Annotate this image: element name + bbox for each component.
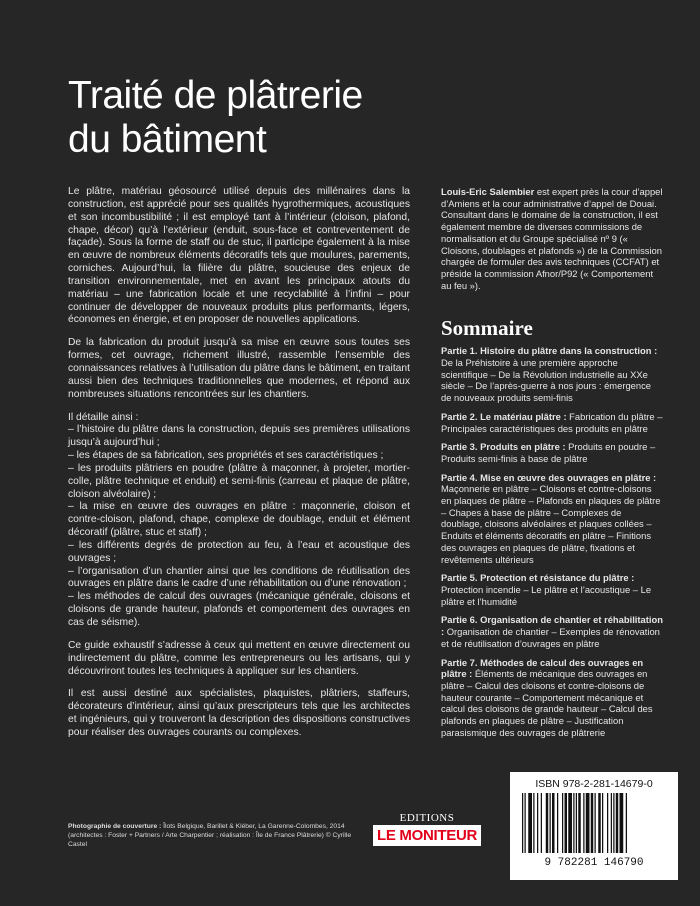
list-item: – les étapes de sa fabrication, ses propriétés et ses caractéristiques ;	[68, 450, 410, 463]
part-heading: Partie 5. Protection et résistance du plâtre :	[441, 572, 635, 584]
barcode-bar	[578, 793, 581, 853]
barcode-bar	[557, 793, 558, 853]
intro-paragraph-3: Il détaille ainsi :	[68, 411, 139, 423]
part-heading: Partie 1. Histoire du plâtre dans la construction :	[441, 345, 658, 357]
part-heading: Partie 3. Produits en plâtre :	[441, 441, 566, 453]
intro-paragraph-2: De la fabrication du produit jusqu’à sa mise en œuvre sous toutes ses formes, cet ouvrage, richement illustré, rassemble l’ensemble des connaissances relatives à l’utilisation du plâtre dans le bâtiment, en traitant aussi bien des techniques traditionnelles que modernes, et répond aux nombreuses situations rencontrées sur les chantiers.	[68, 337, 410, 400]
part-body: Organisation de chantier – Exemples de rénovation et de réutilisation d’ouvrages en plâtre	[441, 626, 660, 649]
barcode-bar	[595, 793, 596, 853]
part-body: Éléments de mécanique des ouvrages en plâtre – Calcul des cloisons et contre-cloisons de hauteur courante – Comportement mécanique et calcul des cloisons de grande hauteur – Calcul des plafonds en plaques de plâtre – Justification parasismique des ouvrages de plâtrerie	[441, 668, 653, 738]
barcode-bar	[546, 793, 549, 853]
barcode-bar	[602, 793, 603, 853]
author-bio-text: est expert près la cour d’appel d’Amiens et la cour administrative d’appel de Douai. Consultant dans le domaine de la construction, il est également membre de diverses commissions de normalisation et du Groupe spécialisé nº 9 (« Cloisons, doublages et plafonds ») de la Commission chargée de formuler des avis techniques (CCFAT) et préside la commission Afnor/P92 (« Comportement au feu »).	[441, 186, 663, 291]
page-title	[68, 74, 628, 162]
sommaire-part	[441, 411, 663, 434]
barcode-bar	[562, 793, 563, 853]
isbn-barcode	[510, 772, 678, 880]
barcode-bar	[591, 793, 594, 853]
barcode-bar	[611, 793, 612, 853]
barcode-bar	[607, 793, 608, 853]
barcode-bars	[516, 793, 672, 867]
topics-list	[68, 424, 410, 630]
author-bio	[441, 186, 663, 291]
author-name: Louis-Eric Salembier	[441, 186, 535, 197]
intro-paragraph-4: Ce guide exhaustif s’adresse à ceux qui mettent en œuvre directement ou indirectement du plâtre, comme les entrepreneurs ou les artisans, qui y découvriront toutes les techniques à appliquer sur les chantiers.	[68, 639, 410, 677]
barcode-digits: 9 782281 146790	[544, 857, 644, 867]
credits-text: Îlots Belgique, Barillet & Kléber, La Garenne-Colombes, 2014 (architectes : Foster + Partners / Arte Charpentier ; réalisation : Île de France Plâtrerie) © Cyrille Castel	[68, 823, 352, 849]
title-line-1: Traité de plâtrerie	[68, 74, 363, 117]
sommaire-part	[441, 441, 663, 464]
barcode-bar	[576, 793, 577, 853]
barcode-bar	[568, 793, 572, 853]
intro-paragraph-1: Le plâtre, matériau géosourcé utilisé depuis des millénaires dans la construction, est apprécié pour ses qualités hygrothermiques, acoustiques et son incombustibilité ; il est employé tant à l’intérieur (cloison, plafond, chape, décor) qu’à l’extérieur (enduit, sous-face et contreventement de façade). Sous la forme de staff ou de stuc, il participe également à la mise en œuvre de nombreux éléments décoratifs tels que moulures, parements, corniches. Aujourd’hui, la filière du plâtre, soucieuse des enjeux de transition environnementale, met en avant les principaux atouts du matériau – une fabrication locale et une recyclabilité à l’infini – pour continuer de développer de nouveaux produits plus performants, légers, économes en énergie, et en proposer de nouvelles applications.	[68, 186, 410, 326]
barcode-bar	[573, 793, 574, 853]
publisher-name: LE MONITEUR	[373, 825, 481, 846]
list-item: – la mise en œuvre des ouvrages en plâtre : maçonnerie, cloison et contre-cloison, plafond, chape, complexe de doublage, enduit et élément décoratif (plâtre, stuc et staff) ;	[68, 501, 410, 540]
part-body: Fabrication du plâtre – Principales caractéristiques des produits en plâtre	[441, 410, 663, 434]
sommaire-part	[441, 345, 663, 404]
sommaire-part	[441, 572, 663, 607]
title-line-2: du bâtiment	[68, 118, 267, 161]
barcode-bar	[525, 793, 526, 853]
isbn-number: ISBN 978-2-281-14679-0	[535, 778, 653, 790]
part-heading: Partie 7. Méthodes de calcul des ouvrages en plâtre :	[441, 656, 644, 680]
barcode-bar	[522, 793, 523, 853]
barcode-bar	[620, 793, 624, 853]
part-body: Produits en poudre – Produits semi-finis à base de plâtre	[441, 441, 656, 464]
barcode-bar	[552, 793, 555, 853]
list-item: – les différents degrés de protection au feu, à l’eau et acoustique des ouvrages ;	[68, 540, 410, 566]
sommaire-part	[441, 472, 663, 566]
part-heading: Partie 6. Organisation de chantier et réhabilitation :	[441, 614, 663, 638]
list-item: – les produits plâtriers en poudre (plâtre à maçonner, à projeter, mortier-colle, plâtre technique et enduit) et semi-finis (carreau et plaque de plâtre, cloison alvéolaire) ;	[68, 463, 410, 502]
cover-photo-credits	[68, 822, 368, 850]
barcode-bar	[565, 793, 568, 853]
list-item: – l’organisation d’un chantier ainsi que les conditions de réutilisation des ouvrages en plâtre dans le cadre d’une réhabilitation ou d’une rénovation ;	[68, 566, 410, 592]
part-body: De la Préhistoire à une première approche scientifique – De la Révolution industrielle au XXe siècle – De l’après-guerre à nos jours : émergence de nouveaux produits semi-finis	[441, 357, 651, 404]
barcode-bar	[533, 793, 534, 853]
sommaire-title: Sommaire	[441, 316, 533, 341]
sommaire-part	[441, 614, 663, 649]
barcode-bar	[616, 793, 619, 853]
barcode-bar	[550, 793, 551, 853]
intro-paragraph-5: Il est aussi destiné aux spécialistes, plaquistes, plâtriers, staffeurs, décorateurs d’intérieur, ainsi qu’aux prescripteurs tels que les architectes et ingénieurs, qui y trouveront la description des dispositions constructives pour réaliser des ouvrages courants ou complexes.	[68, 688, 410, 738]
list-item: – l’histoire du plâtre dans la construction, depuis ses premières utilisations jusqu’à aujourd’hui ;	[68, 424, 410, 450]
part-heading: Partie 2. Le matériau plâtre :	[441, 410, 567, 422]
credits-label: Photographie de couverture :	[68, 823, 162, 830]
publisher-logo	[367, 812, 487, 846]
list-item: – les méthodes de calcul des ouvrages (mécanique générale, cloisons et cloisons de grande hauteur, plafonds et comportement des ouvrages en cas de séisme).	[68, 591, 410, 630]
barcode-bar	[583, 793, 584, 853]
part-heading: Partie 4. Mise en œuvre des ouvrages en plâtre :	[441, 471, 657, 483]
barcode-bar	[537, 793, 538, 853]
sommaire-part	[441, 657, 663, 739]
part-body: Maçonnerie en plâtre – Cloisons et contre-cloisons en plaques de plâtre – Plafonds en plaques de plâtre – Chapes à base de plâtre – Complexes de doublage, cloisons alvéolaires et plaques collées – Enduits et éléments décoratifs en plâtre – Finitions des ouvrages en plaques de plâtre, fixations et revêtements ultérieurs	[441, 483, 661, 565]
barcode-bar	[626, 793, 627, 853]
publisher-editions: EDITIONS	[399, 812, 455, 824]
description-column	[68, 186, 410, 750]
barcode-bar	[528, 793, 532, 853]
part-body: Protection incendie – Le plâtre et l’acoustique – Le plâtre et l’humidité	[441, 583, 652, 607]
barcode-bar	[613, 793, 614, 853]
side-column	[441, 186, 663, 745]
barcode-bar	[541, 793, 542, 853]
barcode-bar	[586, 793, 590, 853]
barcode-bar	[598, 793, 601, 853]
